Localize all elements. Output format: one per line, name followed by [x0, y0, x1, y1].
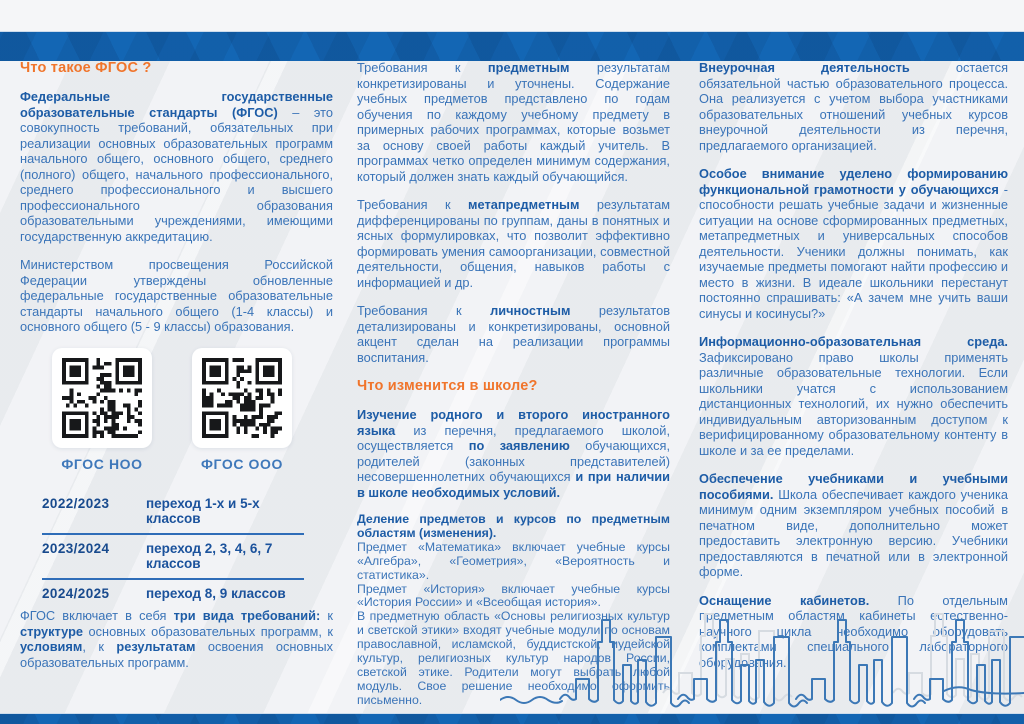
paragraph-textbooks: Обеспечение учебниками и учебными пособиями. Школа обеспечивает каждого ученика минимум одним экземпляром учебных пособий в печатном виде, дополнительно может предоставить электронную версию. Учебники предоставляются в печатной или в электронной форме.	[699, 471, 1008, 579]
schedule-row	[42, 490, 304, 533]
schedule-year: 2023/2024	[42, 541, 110, 556]
top-banner	[0, 31, 1024, 61]
paragraph-history-courses: Предмет «История» включает учебные курсы «История России» и «Всеобщая история».	[357, 581, 670, 610]
paragraph-division-heading: Деление предметов и курсов по предметным областям (изменения).	[357, 512, 670, 540]
section-heading-what-changes: Что изменится в школе?	[357, 378, 538, 394]
column-right	[699, 60, 1008, 683]
paragraph-fgos-definition: Федеральные государственные образовательные стандарты (ФГОС) – это совокупность требований, обязательных при реализации основных образовательных программ начального общего, основного общего, среднего (полного) общего, начального профессионального, среднего профессионального и высшего профессионального образования образовательными учреждениями, имеющими государственную аккредитацию.	[20, 89, 334, 244]
schedule-year: 2024/2025	[42, 586, 110, 601]
city-skyline-illustration	[500, 598, 1024, 712]
column-left	[20, 60, 333, 683]
schedule-desc: переход 8, 9 классов	[146, 586, 286, 601]
paragraph-functional-literacy: Особое внимание уделено формированию функциональной грамотности у обучающихся - способности решать учебные задачи и жизненные ситуации на основе сформированных предметных, метапредметных и универсальных способов деятельности. Ученики должны понимать, как изучаемые предметы помогают найти профессию и место в жизни. В идеале школьники перестанут постоянно спрашивать: «А зачем мне учить ваши синусы и косинусы?»	[699, 166, 1008, 321]
paragraph-ministry-standards: Министерством просвещения Российской Федерации утверждены обновленные федеральные государственные образовательные стандарты начального общего (1-4 классы) и основного общего (5 - 9 классы) образования.	[20, 257, 333, 334]
schedule-desc: переход 1-х и 5-х классов	[146, 496, 260, 526]
schedule-row	[42, 535, 304, 578]
paragraph-personal-results: Требования к личностным результатов детализированы и конкретизированы, основной акцент сделан на реализации программы воспитания.	[357, 303, 671, 365]
paragraph-classroom-equipment: Оснащение кабинетов. По отдельным предметным областям кабинеты естественно-научного цикла необходимо оборудовать комплектами специального лабораторного оборудования.	[699, 592, 1008, 670]
paragraph-math-courses: Предмет «Математика» включает учебные курсы «Алгебра», «Геометрия», «Вероятность и статистика».	[357, 539, 670, 582]
qr-label-fgos-noo: ФГОС НОО	[61, 455, 143, 472]
paragraph-info-environment: Информационно-образовательная среда. Зафиксировано право школы применять различные образовательные технологии. Если школьники учатся с использованием дистанционных технологий, их нужно обеспечить индивидуальным авторизованным доступом к верифицированному образовательному контенту в школе и за ее пределами.	[699, 334, 1008, 458]
section-heading-what-is-fgos: Что такое ФГОС ?	[20, 60, 152, 76]
paragraph-extracurricular: Внеурочная деятельность остается обязательной частью образовательного процесса. Она реализуется с учетом выбора участниками образовательных отношений учебных курсов внеурочной деятельности из перечня, предлагаемого организацией.	[699, 60, 1008, 153]
qr-code-icon	[52, 348, 152, 448]
top-white-strip	[0, 0, 1024, 31]
qr-card-fgos-ooo	[192, 348, 292, 473]
qr-codes-row	[52, 348, 333, 473]
paragraph-three-requirements: ФГОС включает в себя три вида требований: к структуре основных образовательных программ, к условиям, к результатам освоения основных образовательных программ.	[20, 608, 333, 670]
schedule-row	[42, 580, 304, 608]
qr-code-icon	[192, 348, 292, 448]
qr-label-fgos-ooo: ФГОС ООО	[200, 455, 284, 472]
paragraph-subject-results: Требования к предметным результатам конкретизированы и уточнены. Содержание учебных предметов представлено по годам обучения по каждому учебному предмету в примерных рабочих программах, которые возьмет за основу своей работы каждый учитель. В программах четко определен минимум содержания, который должен знать каждый обучающийся.	[357, 60, 671, 184]
schedule-year: 2022/2023	[42, 496, 110, 511]
transition-schedule	[42, 490, 304, 608]
qr-card-fgos-noo	[52, 348, 152, 473]
paragraph-religion-modules: В предметную область «Основы религиозных культур и светской этики» входят учебные модули по основам православной, исламской, буддистской, иудейской культур, религиозных культур народов России, светской этике. Родители могут выбрать любой модуль. Свое решение необходимо оформить письменно.	[357, 609, 670, 707]
bottom-banner	[0, 713, 1024, 724]
schedule-desc: переход 2, 3, 4, 6, 7 классов	[146, 541, 273, 571]
paragraph-metasubject-results: Требования к метапредметным результатам дифференцированы по группам, даны в понятных и ясных формулировках, что позволит эффективно формировать умения самоорганизации, совместной деятельности, общения, навыков работы с информацией и др.	[357, 197, 671, 290]
paragraph-language-study: Изучение родного и второго иностранного языка из перечня, предлагаемого школой, осуществляется по заявлению обучающихся, родителей (законных представителей) несовершеннолетних обучающихся и при наличии в школе необходимых условий.	[357, 407, 670, 500]
